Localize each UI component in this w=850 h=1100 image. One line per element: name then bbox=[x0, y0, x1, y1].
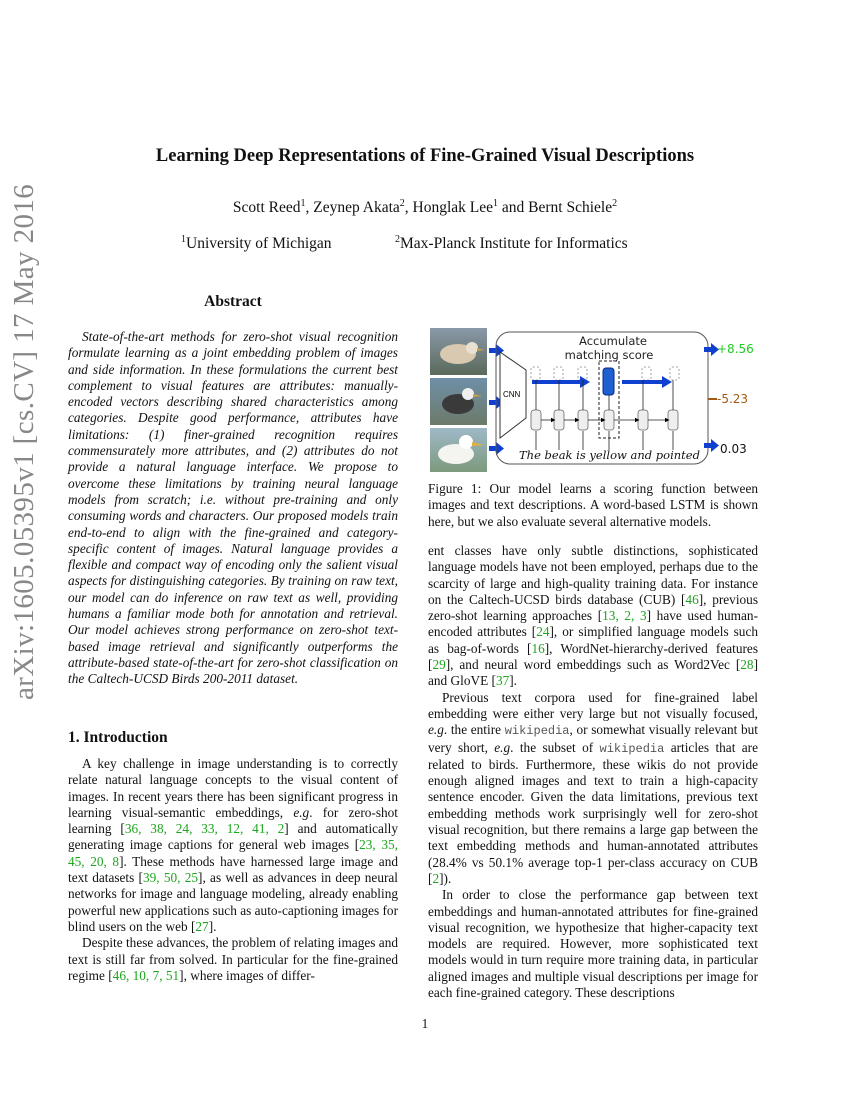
affiliation-1: $^1$University of Michigan bbox=[181, 233, 332, 252]
bird-photo bbox=[430, 378, 487, 425]
citation-link[interactable]: 46, 10, 7, 51 bbox=[112, 967, 180, 983]
author-list: Scott Reed$^1$, Zeynep Akata$^2$, Honglak Lee$^1$ and Bernt Schiele$^2$ bbox=[232, 197, 618, 216]
figure-1-caption: Figure 1: Our model learns a scoring function between images and text descriptions. A word-based LSTM is shown here, but we also evaluate several alternative models. bbox=[428, 481, 758, 529]
citation-link[interactable]: 27 bbox=[195, 918, 209, 934]
paper-title: Learning Deep Representations of Fine-Grained Visual Descriptions bbox=[155, 146, 695, 166]
citation-link[interactable]: 23, 35, 45, 20, 8 bbox=[68, 837, 398, 869]
citation-link[interactable]: 13, 2, 3 bbox=[602, 608, 647, 624]
right-column-body bbox=[428, 543, 758, 1001]
paragraph: Previous text corpora used for fine-grained label embedding were either very large but not visually focused, e.g. the entire wikipedia, or somewhat visually relevant but very short, e.g. the subset of wikipedia articles that are related to birds. Furthermore, these wikis do not provide enough aligned images and text to train a high-capacity sentence encoder. Given the data limitations, previous text embedding methods work surprisingly well for zero-shot visual recognition, but there remains a large gap between the text embedding methods and human-annotated attributes (28.4% vs 50.1% average top-1 per-class accuracy on CUB [2]). bbox=[428, 689, 759, 886]
abstract-body bbox=[68, 329, 398, 688]
score-negative: -5.23 bbox=[717, 392, 749, 406]
paragraph: In order to close the performance gap between text embeddings and human-annotated attributes for fine-grained visual recognition, we hypothesize that higher-capacity text models are required. However, more sophisticated text models would in turn require more training data, in particular aligned images and multiple visual descriptions per image for each fine-grained category. These descriptions bbox=[428, 887, 758, 1001]
citation-link[interactable]: 37 bbox=[495, 673, 510, 689]
citation-link[interactable]: 2 bbox=[432, 870, 440, 886]
page-number: 1 bbox=[421, 1016, 429, 1031]
abstract-text: State-of-the-art methods for zero-shot visual recognition formulate learning as a joint embedding problem of images and side information. In these formulations the current best complement to visual features are attributes: manually-encoded vectors describing shared characteristics among categories. Despite good performance, attributes have limitations: (1) finer-grained recognition requires commensurately more attributes, and (2) attributes do not provide a natural language interface. We propose to overcome these limitations by training neural language models from scratch; i.e. without pre-training and only consuming words and characters. Our proposed models train end-to-end to align with the fine-grained and category-specific content of images. Natural language provides a flexible and compact way of encoding only the salient visual aspects for distinguishing categories. By training on raw text, our model can do inference on raw text as well, providing humans a familiar mode both for annotation and retrieval. Our model achieves strong performance on zero-shot text-based image retrieval and significantly outperforms the attribute-based state-of-the-art for zero-shot classification on the Caltech-UCSD Birds 200-2011 dataset. bbox=[68, 329, 398, 687]
accumulate-label: Accumulate bbox=[579, 334, 647, 348]
paragraph: A key challenge in image understanding is to correctly relate natural language concepts to the visual content of images. In recent years there has been significant progress in learning visual-semantic embeddings, e.g. for zero-shot learning [36, 38, 24, 33, 12, 41, 2] and automatically generating image captions for general web images [23, 35, 45, 20, 8]. These methods have harnessed large image and text datasets [39, 50, 25], as well as advances in deep neural networks for image and language modeling, already enabling powerful new applications such as auto-captioning images for blind users on the web [27]. bbox=[68, 756, 399, 934]
matching-score-label: matching score bbox=[564, 348, 654, 362]
score-neutral: 0.03 bbox=[720, 442, 747, 456]
author: Bernt Schiele bbox=[528, 199, 613, 216]
citation-link[interactable]: 39, 50, 25 bbox=[142, 870, 199, 886]
model-diagram bbox=[428, 322, 760, 472]
active-cell bbox=[603, 368, 614, 395]
abstract-heading: Abstract bbox=[204, 293, 262, 310]
bird-photo bbox=[430, 328, 487, 375]
cnn-label: CNN bbox=[503, 390, 521, 399]
affiliation-2: $^2$Max-Planck Institute for Informatics bbox=[395, 233, 628, 252]
intro-body bbox=[68, 756, 398, 984]
bird-photo bbox=[430, 428, 487, 472]
paragraph: ent classes have only subtle distinctions, sophisticated language models have not been employed, perhaps due to the scarcity of large and high-quality training data. For instance on the Caltech-UCSD birds database (CUB) [46], previous zero-shot learning approaches [13, 2, 3] have used human-encoded attributes [24], or simplified language models such as bag-of-words [16], WordNet-hierarchy-derived features [29], and neural word embeddings such as Word2Vec [28] and GloVE [37]. bbox=[428, 543, 759, 689]
citation-link[interactable]: 29 bbox=[432, 657, 446, 673]
score-positive: +8.56 bbox=[717, 342, 754, 356]
citation-link[interactable]: 36, 38, 24, 33, 12, 41, 2 bbox=[124, 821, 285, 837]
section-heading-introduction: 1. Introduction bbox=[68, 729, 168, 746]
author: Honglak Lee bbox=[412, 199, 493, 216]
author: Zeynep Akata bbox=[313, 199, 400, 216]
citation-link[interactable]: 24 bbox=[536, 624, 550, 640]
citation-link[interactable]: 28 bbox=[740, 657, 754, 673]
figure-1 bbox=[428, 322, 760, 472]
arxiv-id: arXiv:1605.05395v1 [cs.CV] 17 May 2016 bbox=[8, 183, 40, 700]
citation-link[interactable]: 46 bbox=[685, 591, 699, 607]
paragraph: Despite these advances, the problem of relating images and text is still far from solved. In particular for the fine-grained regime [46, 10, 7, 51], where images of differ- bbox=[68, 935, 398, 983]
citation-link[interactable]: 16 bbox=[531, 640, 545, 656]
input-sentence: The beak is yellow and pointed bbox=[519, 448, 700, 462]
author: Scott Reed bbox=[232, 199, 301, 216]
